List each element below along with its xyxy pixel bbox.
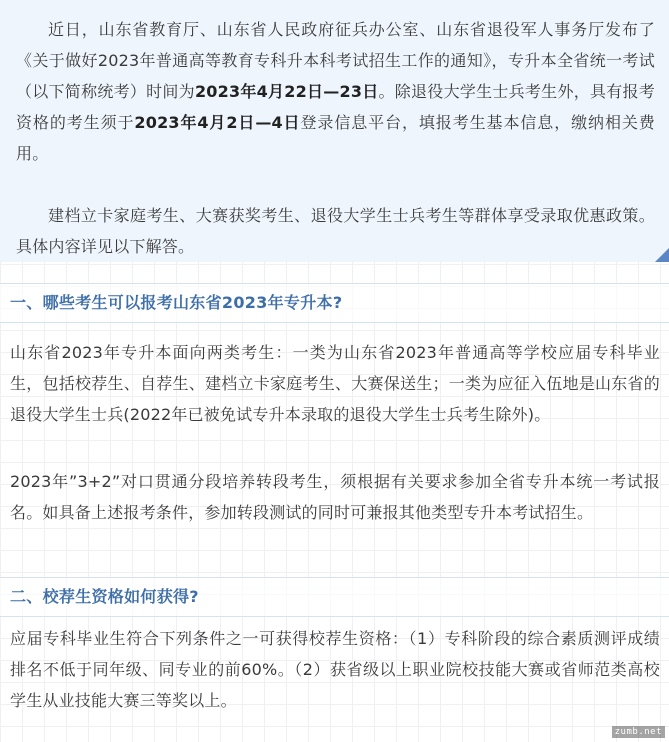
- intro-paragraph-2: 建档立卡家庭考生、大赛获奖考生、退役大学生士兵考生等群体享受录取优惠政策。具体内容详见以下解答。: [16, 206, 655, 256]
- section-2-paragraph-1: 应届专科毕业生符合下列条件之一可获得校荐生资格：（1）专科阶段的综合素质测评成绩排名不低于同年级、同专业的前60%。（2）获省级以上职业院校技能大赛或省师范类高校学生从业技能大赛三等奖以上。: [10, 629, 660, 710]
- intro-paragraph-1: [16, 14, 655, 169]
- watermark: zumb.net: [612, 726, 665, 738]
- section-heading-1: 一、哪些考生可以报考山东省2023年专升本?: [0, 283, 669, 323]
- section-1-paragraph-2: 2023年”3+2”对口贯通分段培养转段考生，须根据有关要求参加全省专升本统一考试报名。如具备上述报考条件，参加转段测试的同时可兼报其他类型专升本考试招生。: [10, 472, 660, 522]
- section-1-paragraph-1: 山东省2023年专升本面向两类考生：一类为山东省2023年普通高等学校应届专科毕业生，包括校荐生、自荐生、建档立卡家庭考生、大赛保送生；一类为应征入伍地是山东省的退役大学生士兵(2022年已被免试专升本录取的退役大学生士兵考生除外)。: [10, 343, 660, 424]
- registration-date: 2023年4月2日—4日: [134, 113, 301, 132]
- intro-box: [0, 0, 669, 262]
- intro-text: 近日，山东省教育厅、山东省人民政府征兵办公室、山东省退役军人事务厅发布了《关于做好2023年普通高等教育专科升本科考试招生工作的通知》，专升本全省统一考试（以下简称统考）时间为: [16, 20, 655, 101]
- exam-date: 2023年4月22日—23日: [194, 82, 379, 101]
- section-heading-2: 二、校荐生资格如何获得?: [0, 577, 669, 617]
- corner-triangle-icon: [655, 248, 669, 262]
- intro-text: 。除退役大学生士兵考生外，具有报考资格的考生须于: [16, 82, 655, 132]
- intro-text: 登录信息平台，填报考生基本信息，缴纳相关费用。: [16, 113, 655, 163]
